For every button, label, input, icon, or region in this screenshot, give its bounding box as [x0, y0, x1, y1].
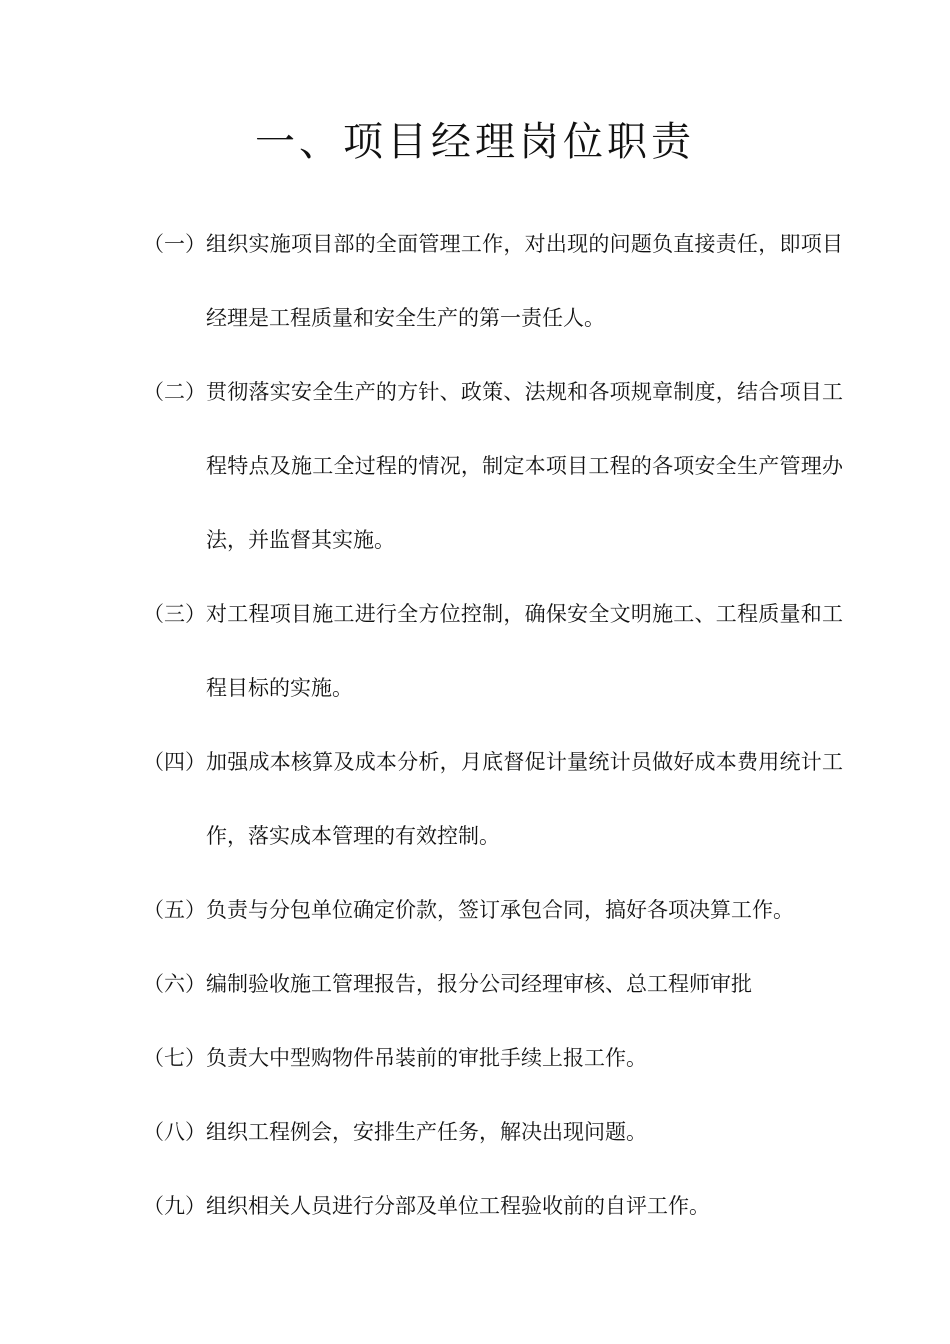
item-number: （三）	[143, 602, 206, 626]
item-number: （四）	[143, 750, 206, 774]
item-text: 贯彻落实安全生产的方针、政策、法规和各项规章制度，结合项目工程特点及施工全过程的情况，制定本项目工程的各项安全生产管理办法，并监督其实施。	[206, 380, 843, 552]
list-item	[143, 725, 843, 873]
item-number: （六）	[143, 972, 206, 996]
list-item	[143, 1021, 843, 1095]
item-number: （五）	[143, 898, 206, 922]
list-item	[143, 577, 843, 725]
list-item	[143, 873, 843, 947]
item-text: 组织工程例会，安排生产任务，解决出现问题。	[206, 1120, 647, 1144]
list-item	[143, 1095, 843, 1169]
list-item	[143, 947, 843, 1021]
item-number: （九）	[143, 1194, 206, 1218]
item-text: 编制验收施工管理报告，报分公司经理审核、总工程师审批	[206, 972, 752, 996]
item-number: （二）	[143, 380, 206, 404]
item-text: 负责大中型购物件吊装前的审批手续上报工作。	[206, 1046, 647, 1070]
item-text: 组织实施项目部的全面管理工作，对出现的问题负直接责任，即项目经理是工程质量和安全生产的第一责任人。	[206, 232, 843, 330]
list-item	[143, 207, 843, 355]
item-text: 负责与分包单位确定价款，签订承包合同，搞好各项决算工作。	[206, 898, 794, 922]
item-text: 对工程项目施工进行全方位控制，确保安全文明施工、工程质量和工程目标的实施。	[206, 602, 843, 700]
duty-list	[143, 207, 843, 1243]
item-text: 加强成本核算及成本分析，月底督促计量统计员做好成本费用统计工作，落实成本管理的有效控制。	[206, 750, 843, 848]
page-title: 一、项目经理岗位职责	[255, 119, 695, 165]
item-text: 组织相关人员进行分部及单位工程验收前的自评工作。	[206, 1194, 710, 1218]
item-number: （一）	[143, 232, 206, 256]
list-item	[143, 1169, 843, 1243]
item-number: （七）	[143, 1046, 206, 1070]
list-item	[143, 355, 843, 577]
item-number: （八）	[143, 1120, 206, 1144]
